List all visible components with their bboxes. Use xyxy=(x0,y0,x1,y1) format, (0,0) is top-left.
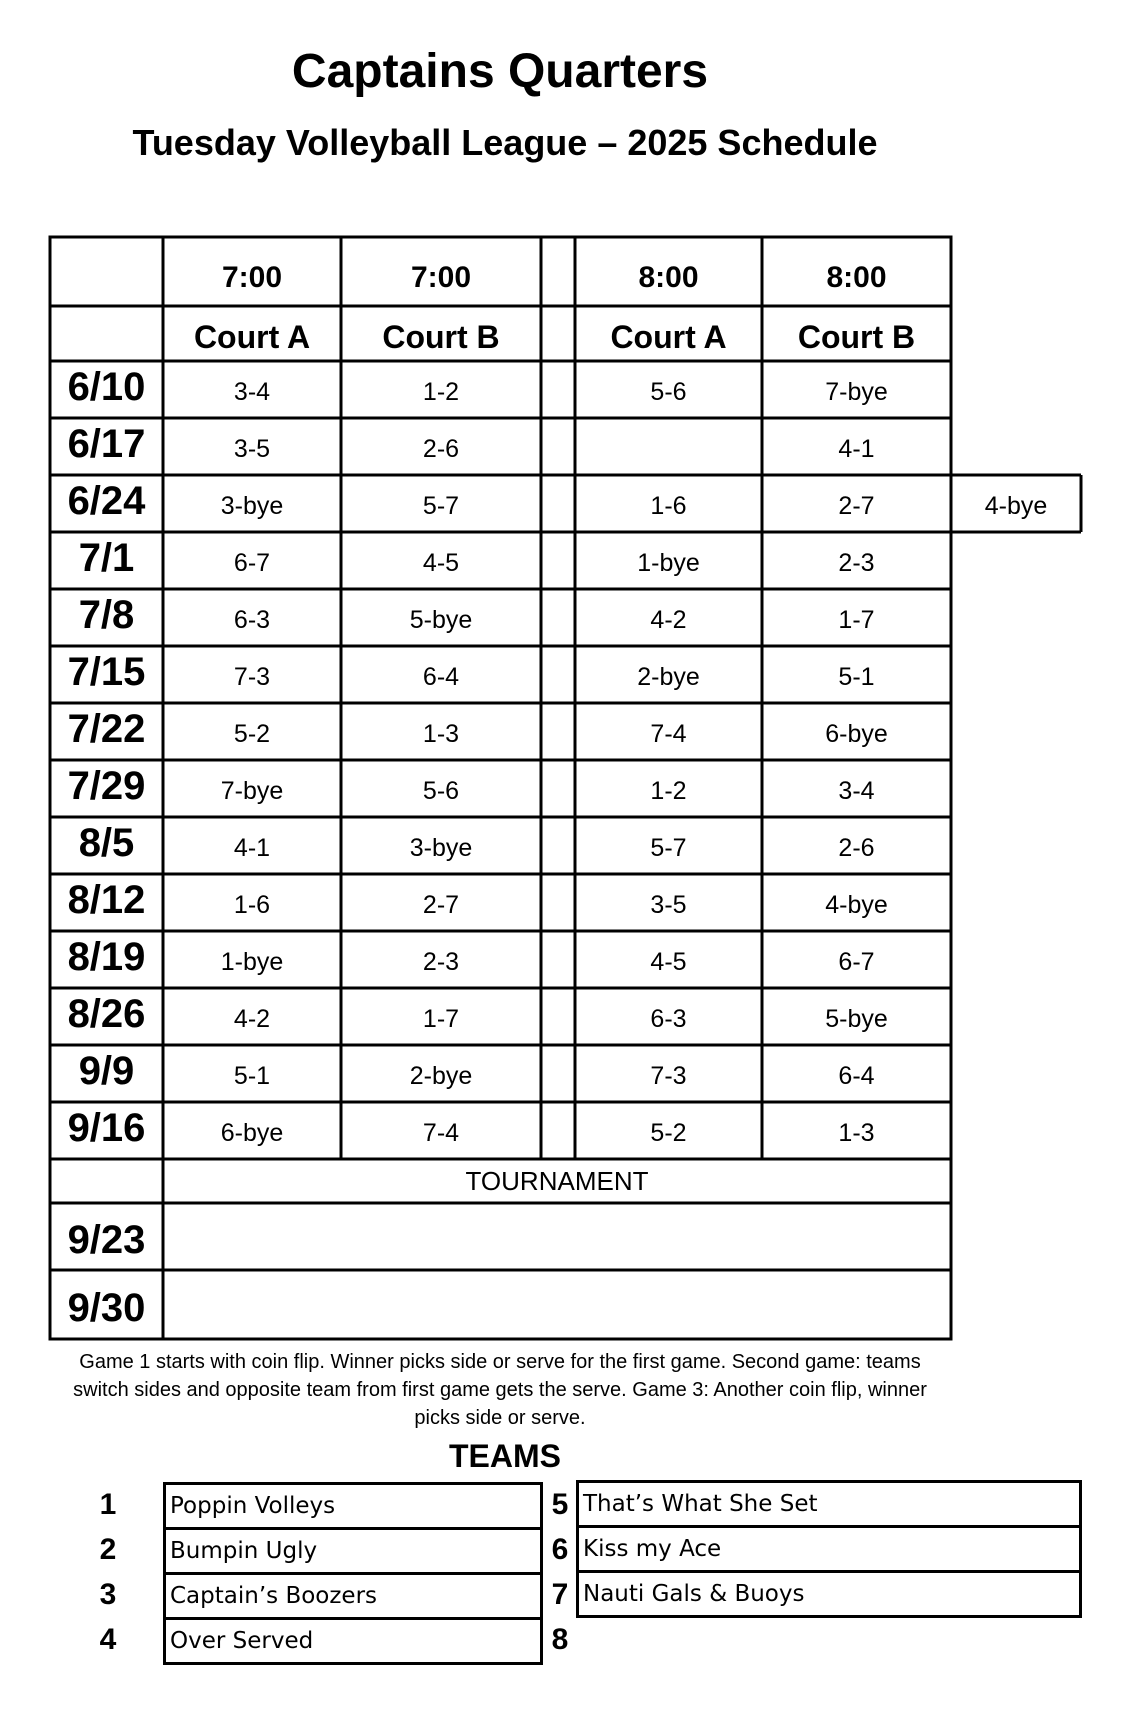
header-time: 8:00 xyxy=(638,260,699,294)
game-cell: 5-1 xyxy=(838,663,875,691)
game-cell: 5-bye xyxy=(409,606,473,634)
game-cell: 1-6 xyxy=(233,891,271,919)
game-cell: 4-1 xyxy=(838,435,875,463)
game-cell: 4-2 xyxy=(233,1005,271,1033)
team-number: 3 xyxy=(99,1578,117,1611)
game-cell: 4-5 xyxy=(650,948,687,976)
game-cell: 7-bye xyxy=(220,777,284,805)
game-cell: 7-4 xyxy=(422,1119,460,1147)
game-cell: 5-6 xyxy=(650,378,687,406)
game-cell: 1-7 xyxy=(838,606,875,634)
header-court: Court A xyxy=(193,319,311,355)
game-cell xyxy=(575,421,762,478)
game-cell: 5-2 xyxy=(650,1119,687,1147)
row-date: 8/26 xyxy=(67,992,146,1036)
game-cell: 2-6 xyxy=(838,834,875,862)
team-name: Nauti Gals & Buoys xyxy=(576,1570,1082,1618)
game-cell: 1-bye xyxy=(220,948,284,976)
game-cell: 6-7 xyxy=(233,549,271,577)
header-court: Court A xyxy=(610,319,727,355)
game-cell: 6-4 xyxy=(838,1062,875,1090)
game-cell: 6-3 xyxy=(233,606,271,634)
game-cell: 1-3 xyxy=(838,1119,875,1147)
header-court: Court B xyxy=(797,319,916,355)
game-cell: 7-3 xyxy=(233,663,271,691)
game-cell: 3-bye xyxy=(220,492,284,520)
row-date: 8/5 xyxy=(78,821,135,865)
team-number: 2 xyxy=(99,1533,117,1566)
game-cell: 1-bye xyxy=(637,549,700,577)
game-cell: 5-1 xyxy=(233,1062,271,1090)
team-name: That’s What She Set xyxy=(576,1480,1082,1528)
game-cell: 1-2 xyxy=(650,777,687,805)
game-cell: 6-4 xyxy=(422,663,460,691)
row-date: 8/19 xyxy=(67,935,146,979)
header-court: Court B xyxy=(382,319,500,355)
team-number: 1 xyxy=(99,1488,117,1521)
team-name: Over Served xyxy=(163,1617,543,1665)
page-subtitle: Tuesday Volleyball League – 2025 Schedule xyxy=(132,122,878,163)
game-cell: 3-4 xyxy=(233,378,271,406)
game-cell: 4-5 xyxy=(422,549,460,577)
page-title: Captains Quarters xyxy=(291,45,709,98)
game-cell: 5-6 xyxy=(422,777,460,805)
game-cell: 3-5 xyxy=(233,435,271,463)
header-time: 7:00 xyxy=(410,260,472,294)
game-cell: 1-2 xyxy=(422,378,460,406)
game-cell: 5-7 xyxy=(422,492,460,520)
game-cell: 3-bye xyxy=(409,834,473,862)
team-number: 5 xyxy=(551,1488,569,1521)
row-date: 6/24 xyxy=(67,479,146,523)
row-date: 9/30 xyxy=(67,1286,146,1330)
row-date: 7/29 xyxy=(67,764,146,808)
team-number: 6 xyxy=(551,1533,569,1566)
game-cell: 3-5 xyxy=(650,891,687,919)
game-cell: 7-3 xyxy=(650,1062,687,1090)
extra-game-cell: 4-bye xyxy=(984,492,1048,520)
game-cell: 6-bye xyxy=(825,720,888,748)
game-cell: 6-3 xyxy=(650,1005,687,1033)
game-cell: 2-bye xyxy=(637,663,700,691)
game-cell: 2-6 xyxy=(422,435,460,463)
row-date: 9/23 xyxy=(67,1218,146,1262)
team-name: Kiss my Ace xyxy=(576,1525,1082,1573)
row-date: 7/15 xyxy=(67,650,146,694)
tournament-label: TOURNAMENT xyxy=(465,1165,649,1196)
game-cell: 5-7 xyxy=(650,834,687,862)
game-cell: 2-3 xyxy=(838,549,875,577)
game-cell: 2-3 xyxy=(422,948,460,976)
team-number: 4 xyxy=(99,1623,117,1656)
row-date: 6/10 xyxy=(67,365,146,409)
team-number: 7 xyxy=(551,1578,569,1611)
header-time: 7:00 xyxy=(221,260,283,294)
game-cell: 7-4 xyxy=(650,720,687,748)
row-date: 9/16 xyxy=(67,1106,146,1150)
game-cell: 4-1 xyxy=(233,834,271,862)
game-cell: 1-7 xyxy=(422,1005,460,1033)
team-name: Bumpin Ugly xyxy=(163,1527,543,1575)
row-date: 9/9 xyxy=(78,1049,135,1093)
row-date: 7/8 xyxy=(78,593,135,637)
game-cell: 2-bye xyxy=(409,1062,473,1090)
teams-heading: TEAMS xyxy=(449,1438,561,1474)
game-cell: 1-6 xyxy=(650,492,687,520)
game-cell: 4-2 xyxy=(650,606,687,634)
team-name: Captain’s Boozers xyxy=(163,1572,543,1620)
game-cell: 1-3 xyxy=(422,720,460,748)
game-cell: 6-bye xyxy=(220,1119,284,1147)
row-date: 6/17 xyxy=(67,422,146,466)
row-date: 7/1 xyxy=(78,536,135,580)
header-time: 8:00 xyxy=(826,260,887,294)
team-number: 8 xyxy=(551,1623,569,1656)
game-cell: 7-bye xyxy=(825,378,888,406)
game-cell: 2-7 xyxy=(422,891,460,919)
game-cell: 2-7 xyxy=(838,492,875,520)
rules-text: Game 1 starts with coin flip. Winner picks side or serve for the first game. Second game: teams switch sides and opposite team from first game gets the serve. Game 3: Another coin flip, winner picks side or serve. xyxy=(73,1351,927,1429)
game-cell: 3-4 xyxy=(838,777,875,805)
team-name: Poppin Volleys xyxy=(163,1482,543,1530)
row-date: 8/12 xyxy=(67,878,146,922)
game-cell: 5-2 xyxy=(233,720,271,748)
row-date: 7/22 xyxy=(67,707,146,751)
game-cell: 5-bye xyxy=(825,1005,888,1033)
game-cell: 6-7 xyxy=(838,948,875,976)
game-cell: 4-bye xyxy=(825,891,888,919)
